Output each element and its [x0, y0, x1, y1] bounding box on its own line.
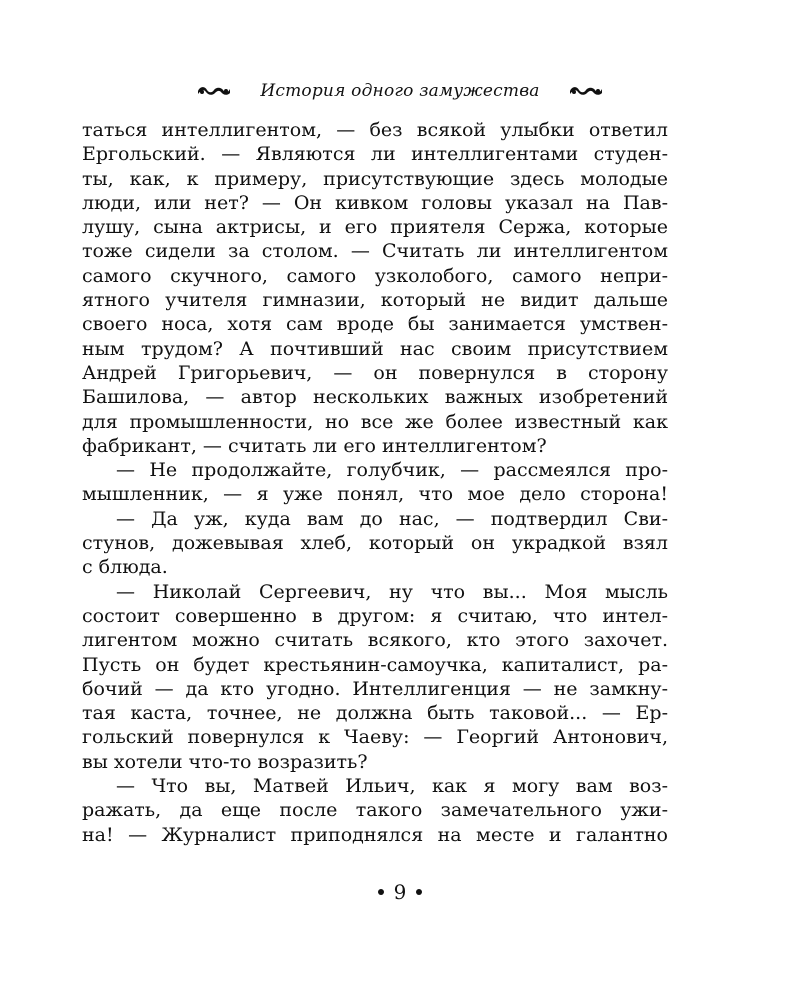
text-line: ным трудом? А почтивший нас своим присутствием	[82, 337, 668, 360]
bullet-icon	[416, 889, 422, 895]
text-line: ятного учителя гимназии, который не видит дальше	[82, 289, 668, 312]
bullet-icon	[378, 889, 384, 895]
text-line: — Николай Сергеевич, ну что вы... Моя мысль	[116, 580, 668, 603]
text-line: на! — Журналист приподнялся на месте и галантно	[82, 823, 668, 846]
page-number: 9	[393, 880, 407, 904]
text-line: лигентом можно считать всякого, кто этого захочет.	[82, 629, 668, 652]
text-line: тая каста, точнее, не должна быть таковой... — Ер-	[82, 702, 668, 725]
text-line: ты, как, к примеру, присутствующие здесь молодые	[82, 167, 668, 190]
running-head	[0, 76, 800, 106]
text-line: бочий — да кто угодно. Интеллигенция — не замкну-	[82, 677, 668, 700]
text-line: с блюда.	[82, 556, 168, 579]
text-line: — Да уж, куда вам до нас, — подтвердил Сви-	[116, 507, 668, 530]
text-line: мышленник, — я уже понял, что мое дело сторона!	[82, 483, 668, 506]
scroll-ornament-icon	[196, 83, 232, 99]
text-line: — Что вы, Матвей Ильич, как я могу вам воз-	[116, 775, 668, 798]
text-line: для промышленности, но все же более известный как	[82, 410, 668, 433]
page-footer	[0, 880, 800, 904]
text-line: своего носа, хотя сам вроде бы занимается умствен-	[82, 313, 668, 336]
text-line: лушу, сына актрисы, и его приятеля Сержа, которые	[82, 216, 668, 239]
text-line: люди, или нет? — Он кивком головы указал на Пав-	[82, 191, 668, 214]
text-line: Пусть он будет крестьянин-самоучка, капиталист, ра-	[82, 653, 668, 676]
text-line: вы хотели что-то возразить?	[82, 750, 368, 773]
text-line: тоже сидели за столом. — Считать ли интеллигентом	[82, 240, 668, 263]
running-head-title: История одного замужества	[260, 81, 540, 101]
text-line: Башилова, — автор нескольких важных изобретений	[82, 386, 668, 409]
text-line: Андрей Григорьевич, — он повернулся в сторону	[82, 361, 668, 384]
text-line: гольский повернулся к Чаеву: — Георгий Антонович,	[82, 726, 668, 749]
text-line: ражать, да еще после такого замечательного ужи-	[82, 799, 668, 822]
text-line: Ергольский. — Являются ли интеллигентами студен-	[82, 143, 668, 166]
text-line: состоит совершенно в другом: я считаю, что интел-	[82, 604, 668, 627]
text-line: фабрикант, — считать ли его интеллигентом?	[82, 434, 547, 457]
text-line: — Не продолжайте, голубчик, — рассмеялся про-	[116, 459, 668, 482]
scroll-ornament-icon	[568, 83, 604, 99]
text-line: стунов, дожевывая хлеб, который он украдкой взял	[82, 532, 668, 555]
text-line: таться интеллигентом, — без всякой улыбки ответил	[82, 119, 668, 141]
text-line: самого скучного, самого узколобого, самого непри-	[82, 264, 668, 287]
body-text	[82, 118, 668, 847]
